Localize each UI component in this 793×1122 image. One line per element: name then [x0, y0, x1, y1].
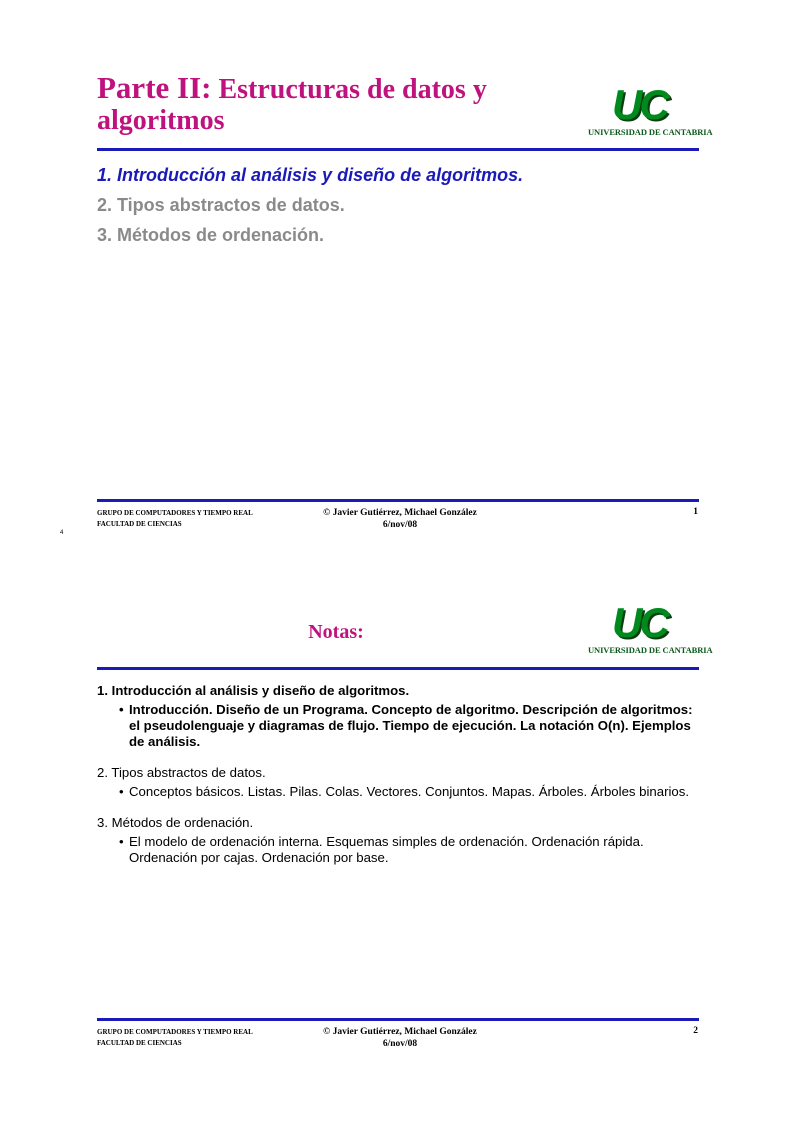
note-heading-2: 2. Tipos abstractos de datos. — [97, 765, 266, 780]
bullet-icon: • — [119, 784, 124, 799]
bullet-icon: • — [119, 702, 124, 717]
university-logo — [588, 599, 713, 659]
notes-title: Notas: — [308, 621, 364, 643]
note-heading-3: 3. Métodos de ordenación. — [97, 815, 254, 830]
note-bullet-3 — [97, 834, 697, 866]
footer-organization — [97, 1027, 253, 1049]
footer-credits — [300, 507, 500, 531]
notes-list — [97, 683, 697, 881]
header-rule — [97, 667, 699, 670]
note-bullet-1 — [97, 702, 697, 750]
bullet-icon: • — [119, 834, 124, 849]
header-rule — [97, 148, 699, 151]
toc-item-2: 2. Tipos abstractos de datos. — [97, 195, 345, 215]
footer-authors: © Javier Gutiérrez, Michael González — [323, 1027, 477, 1037]
footer-faculty: FACULTAD DE CIENCIAS — [97, 1039, 182, 1047]
toc-item-3: 3. Métodos de ordenación. — [97, 225, 325, 245]
uc-logo-mark: UC — [612, 599, 667, 646]
slide-title — [97, 72, 577, 136]
uc-logo-text: UNIVERSIDAD DE CANTABRIA — [588, 645, 713, 655]
footer-organization — [97, 508, 253, 530]
title-lead: Parte II: — [97, 70, 212, 105]
footer-authors: © Javier Gutiérrez, Michael González — [323, 508, 477, 518]
uc-logo-text: UNIVERSIDAD DE CANTABRIA — [588, 127, 713, 137]
footer-date: 6/nov/08 — [382, 520, 418, 530]
footer-group: GRUPO DE COMPUTADORES Y TIEMPO REAL — [97, 509, 253, 517]
slide-2 — [0, 561, 793, 1122]
footer-group: GRUPO DE COMPUTADORES Y TIEMPO REAL — [97, 1028, 253, 1036]
page-number: 1 — [693, 507, 698, 517]
university-logo — [588, 81, 713, 141]
footer-rule — [97, 1018, 699, 1021]
title-rest: Estructuras de datos y algoritmos — [97, 74, 487, 136]
note-text-3: El modelo de ordenación interna. Esquemas simples de ordenación. Ordenación rápida. Ordenación por cajas. Ordenación por base. — [129, 834, 644, 865]
note-text-2: Conceptos básicos. Listas. Pilas. Colas. Vectores. Conjuntos. Mapas. Árboles. Árboles binarios. — [129, 784, 690, 799]
note-text-1: Introducción. Diseño de un Programa. Concepto de algoritmo. Descripción de algoritmos: el pseudolenguaje y diagramas de flujo. Tiempo de ejecución. La notación O(n). Ejemplos de análisis. — [129, 702, 693, 749]
note-bullet-2 — [97, 784, 697, 800]
note-heading-1: 1. Introducción al análisis y diseño de algoritmos. — [97, 683, 410, 698]
page-number: 2 — [693, 1026, 698, 1036]
toc-item-1: 1. Introducción al análisis y diseño de algoritmos. — [97, 165, 524, 185]
footer-faculty: FACULTAD DE CIENCIAS — [97, 520, 182, 528]
footer-rule — [97, 499, 699, 502]
footer-date: 6/nov/08 — [382, 1039, 418, 1049]
footer-credits — [300, 1026, 500, 1050]
uc-logo-mark: UC — [612, 81, 667, 128]
margin-number: 4 — [60, 530, 64, 536]
